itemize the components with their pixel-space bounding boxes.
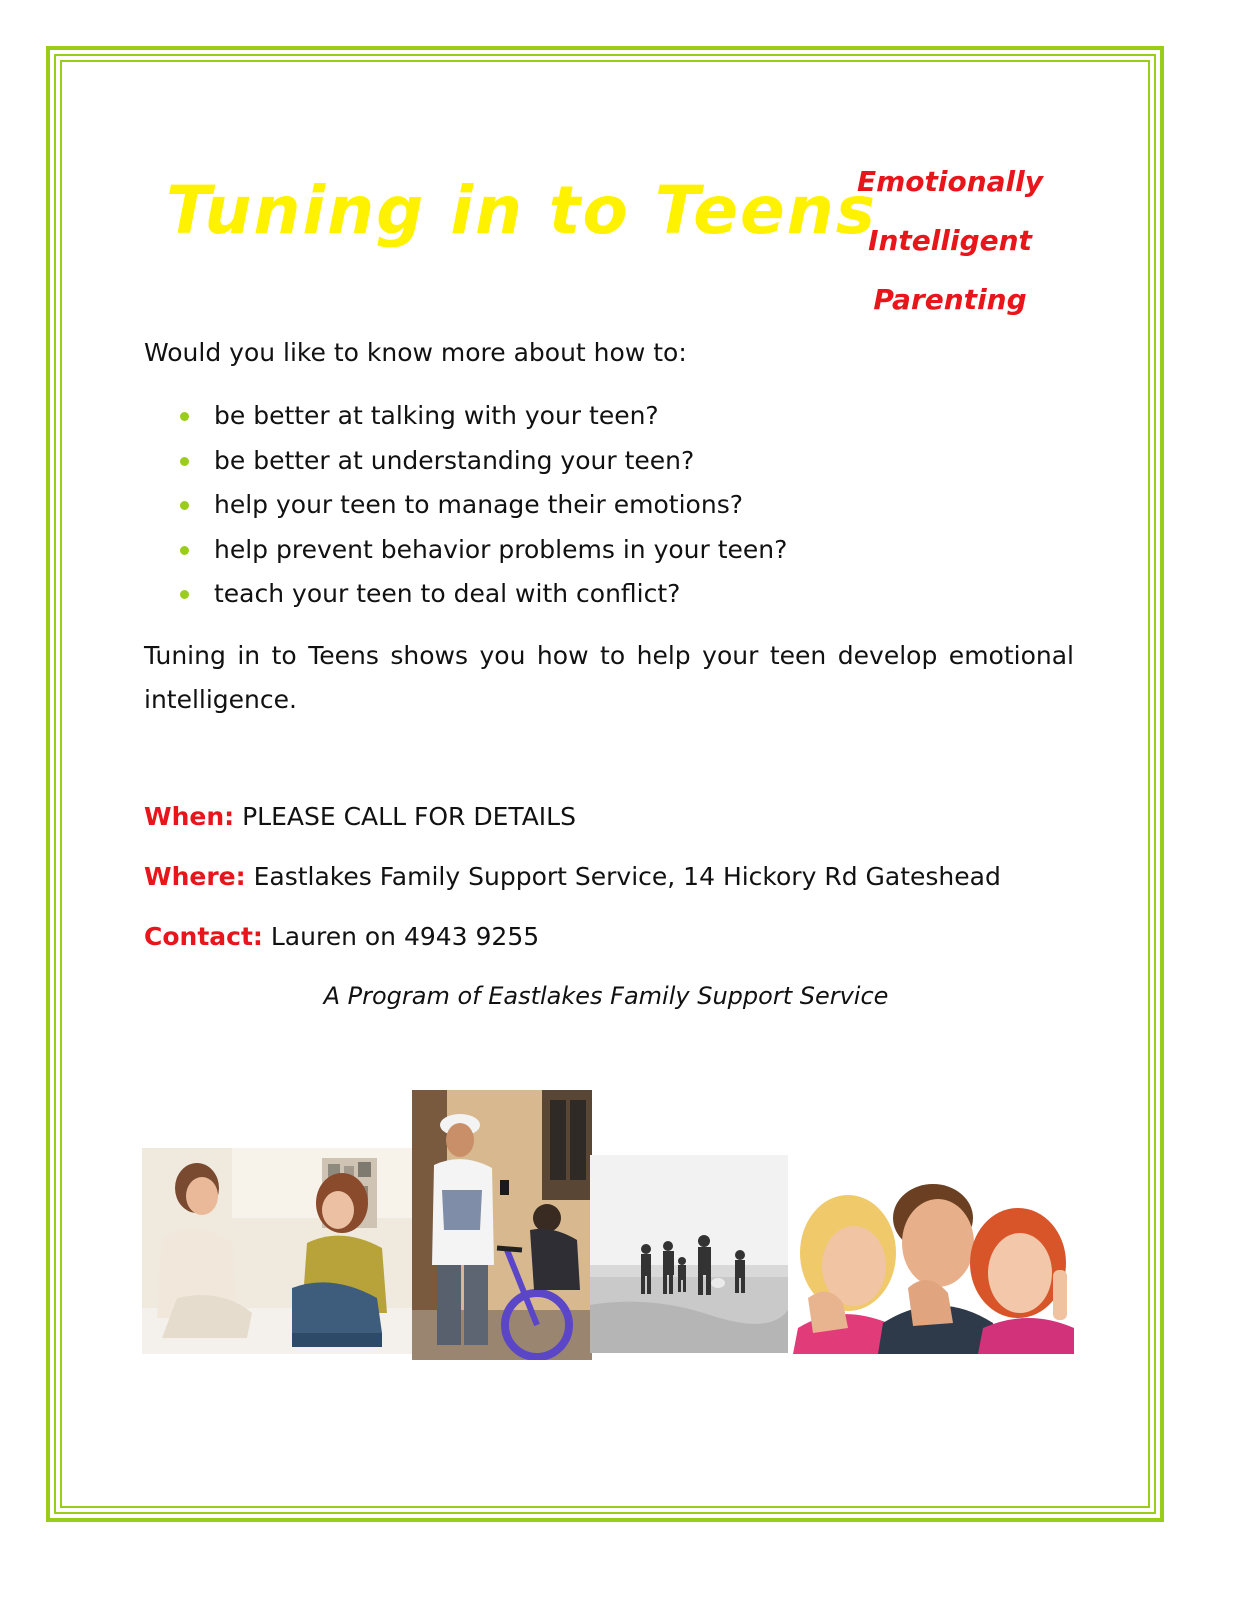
bullet-icon [180, 457, 189, 466]
where-line [144, 862, 1001, 891]
when-line [144, 802, 576, 831]
list-item-text: help prevent behavior problems in your teen? [214, 534, 788, 564]
program-credit: A Program of Eastlakes Family Support Service [323, 982, 889, 1010]
list-item [176, 572, 787, 617]
when-value: PLEASE CALL FOR DETAILS [242, 802, 576, 831]
list-item [176, 394, 787, 439]
photo-teens-thumbs-up [788, 1158, 1074, 1354]
list-item-text: be better at understanding your teen? [214, 445, 695, 475]
photo-teen-with-phone [412, 1090, 592, 1360]
list-item [176, 439, 787, 484]
list-item-text: help your teen to manage their emotions? [214, 490, 743, 519]
tagline-line-2: Intelligent [868, 224, 1032, 257]
when-label: When: [144, 802, 235, 831]
bullet-icon [180, 546, 189, 555]
bullet-icon [180, 590, 189, 599]
contact-value: Lauren on 4943 9255 [270, 922, 540, 951]
where-label: Where: [144, 862, 246, 891]
tagline [840, 152, 1060, 329]
contact-line [144, 922, 539, 951]
benefits-list [176, 394, 787, 617]
bullet-icon [180, 501, 189, 510]
list-item [176, 483, 787, 528]
tagline-line-3: Parenting [873, 283, 1027, 316]
program-summary: Tuning in to Teens shows you how to help your teen develop emotional intelligence. [144, 641, 1074, 714]
bullet-icon [180, 412, 189, 421]
list-item-text: teach your teen to deal with conflict? [214, 579, 681, 608]
list-item [176, 528, 787, 573]
photo-parent-teen-talking [142, 1148, 412, 1354]
list-item-text: be better at talking with your teen? [214, 401, 659, 430]
contact-label: Contact: [144, 922, 263, 951]
intro-question: Would you like to know more about how to: [144, 338, 687, 367]
flyer-title: Tuning in to Teens [166, 172, 878, 249]
tagline-line-1: Emotionally [856, 165, 1044, 198]
where-value: Eastlakes Family Support Service, 14 Hickory Rd Gateshead [253, 862, 1001, 891]
photo-family-beach-walk [590, 1155, 788, 1353]
